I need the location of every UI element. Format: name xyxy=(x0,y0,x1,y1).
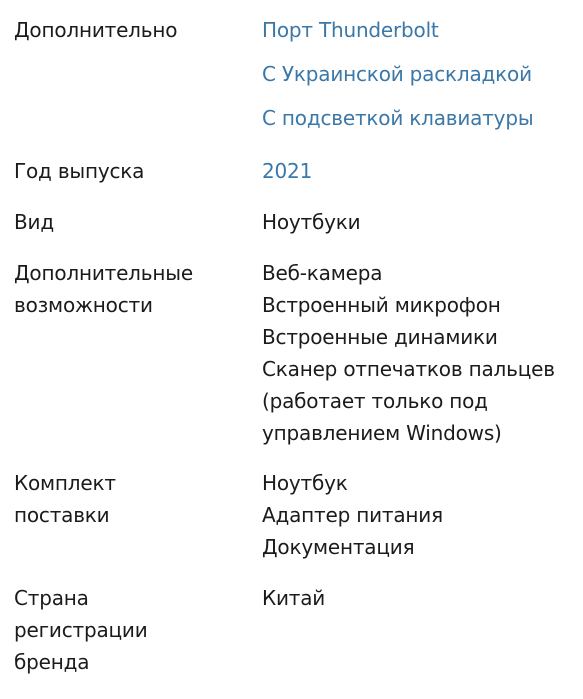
spec-label-country xyxy=(14,582,244,678)
spec-label-features-line: Дополнительные xyxy=(14,261,193,285)
spec-label-features xyxy=(14,257,244,321)
spec-label-year: Год выпуска xyxy=(14,159,145,183)
spec-label-additional: Дополнительно xyxy=(14,18,178,42)
spec-label-package-line: Комплект xyxy=(14,471,116,495)
spec-label-package xyxy=(14,467,244,531)
feature-item: Встроенный микрофон xyxy=(262,293,501,317)
feature-item: управлением Windows) xyxy=(262,421,502,445)
spec-label-package-line: поставки xyxy=(14,503,110,527)
spec-value-country: Китай xyxy=(262,586,326,610)
link-ukrainian-layout[interactable]: С Украинской раскладкой xyxy=(262,62,532,86)
spec-value-additional xyxy=(262,14,577,134)
feature-item: Веб-камера xyxy=(262,261,383,285)
feature-item: (работает только под xyxy=(262,389,488,413)
link-thunderbolt-port[interactable]: Порт Thunderbolt xyxy=(262,18,439,42)
spec-label-country-line: Страна xyxy=(14,586,89,610)
spec-value-year xyxy=(262,155,577,187)
spec-label-kind: Вид xyxy=(14,210,54,234)
spec-label-country-line: бренда xyxy=(14,650,90,674)
feature-item: Сканер отпечатков пальцев xyxy=(262,357,555,381)
package-item: Адаптер питания xyxy=(262,503,443,527)
package-item: Документация xyxy=(262,535,415,559)
spec-label-country-line: регистрации xyxy=(14,618,148,642)
feature-item: Встроенные динамики xyxy=(262,325,498,349)
spec-value-kind: Ноутбуки xyxy=(262,210,361,234)
spec-label-features-line: возможности xyxy=(14,293,153,317)
link-year-2021[interactable]: 2021 xyxy=(262,159,313,183)
link-keyboard-backlight[interactable]: С подсветкой клавиатуры xyxy=(262,106,534,130)
spec-value-features xyxy=(262,257,577,449)
package-item: Ноутбук xyxy=(262,471,348,495)
spec-value-package xyxy=(262,467,577,563)
